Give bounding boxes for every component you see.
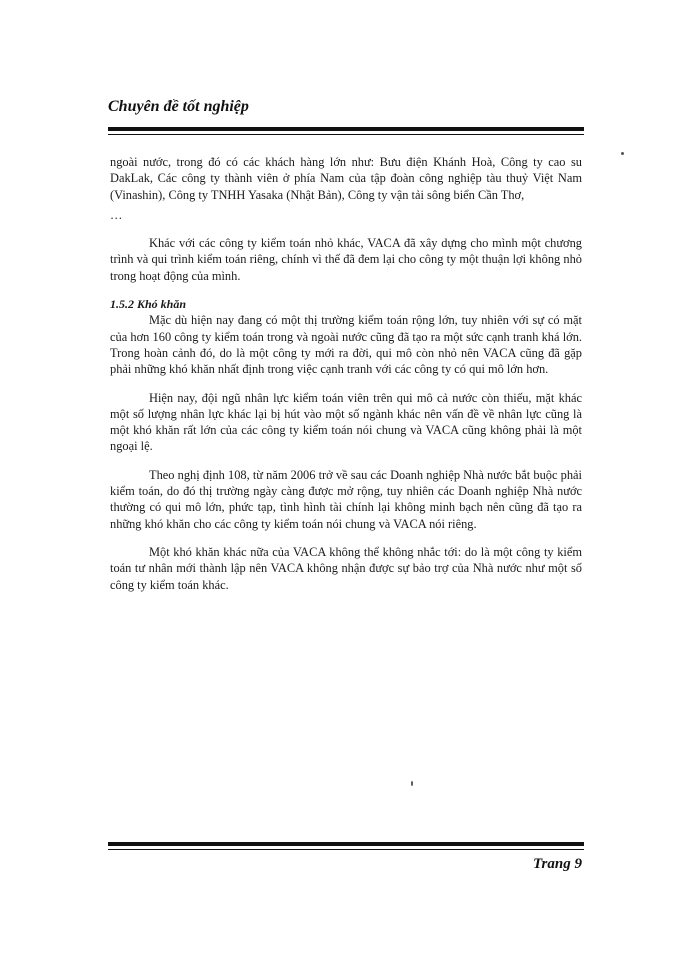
page-number: Trang 9 [532, 856, 582, 872]
paragraph-state-support: Một khó khăn khác nữa của VACA không thể không nhắc tới: do là một công ty kiểm toán tư nhân mới thành lập nên VACA không nhận được sự bảo trợ của Nhà nước như một số công ty kiểm toán khác. [110, 544, 582, 592]
document-body [110, 154, 582, 593]
section-heading: 1.5.2 Khó khăn [110, 297, 187, 312]
header-rule-thick [108, 127, 584, 131]
footer-rule-thin [108, 849, 584, 850]
paragraph-decree: Theo nghị định 108, từ năm 2006 trở về sau các Doanh nghiệp Nhà nước bắt buộc phải kiểm toán, do đó thị trường ngày càng được mở rộng, tuy nhiên các Doanh nghiệp Nhà nước thường có qui mô lớn, phức tạp, tình hình tài chính lại không minh bạch nên cũng đã tạo ra những khó khăn cho các công ty kiểm toán nói chung và VACA nói riêng. [110, 467, 582, 531]
scan-speck [621, 152, 624, 155]
footer-rule-thick [108, 842, 584, 846]
paragraph-staffing: Hiện nay, đội ngũ nhân lực kiểm toán viên trên qui mô cả nước còn thiếu, mặt khác một số lượng nhân lực khác lại bị hút vào một số ngành khác nên vấn đề về nhân lực cũng là một khó khăn rất lớn của các công ty kiểm toán nói chung và VACA cũng không phải là một ngoại lệ. [110, 390, 582, 454]
paragraph-competition: Mặc dù hiện nay đang có một thị trường kiểm toán rộng lớn, tuy nhiên với sự có mặt của hơn 160 công ty kiểm toán trong và ngoài nước cũng đã tạo ra một sức cạnh tranh khá lớn. Trong hoàn cảnh đó, do là một công ty mới ra đời, qui mô còn nhỏ nên VACA cũng đã gặp phải những khó khăn nhất định trong việc cạnh tranh với các công ty có qui mô lớn hơn. [110, 313, 582, 377]
paragraph-continuation: ngoài nước, trong đó có các khách hàng lớn như: Bưu điện Khánh Hoà, Công ty cao su DakLak, Các công ty thành viên ở phía Nam của tập đoàn công nghiệp tàu thuỷ Việt Nam (Vinashin), Công ty TNHH Yasaka (Nhật Bản), Công ty vận tải sông biển Cần Thơ, [110, 155, 582, 202]
header-title: Chuyên đề tốt nghiệp [108, 98, 249, 115]
header-rule-thin [108, 134, 584, 135]
scan-speck [411, 781, 413, 786]
paragraph-ellipsis: … [110, 207, 123, 222]
paragraph-advantage: Khác với các công ty kiểm toán nhỏ khác, VACA đã xây dựng cho mình một chương trình và qui trình kiểm toán riêng, chính vì thế đã đem lại cho công ty một thuận lợi không nhỏ trong hoạt động của mình. [110, 236, 582, 283]
